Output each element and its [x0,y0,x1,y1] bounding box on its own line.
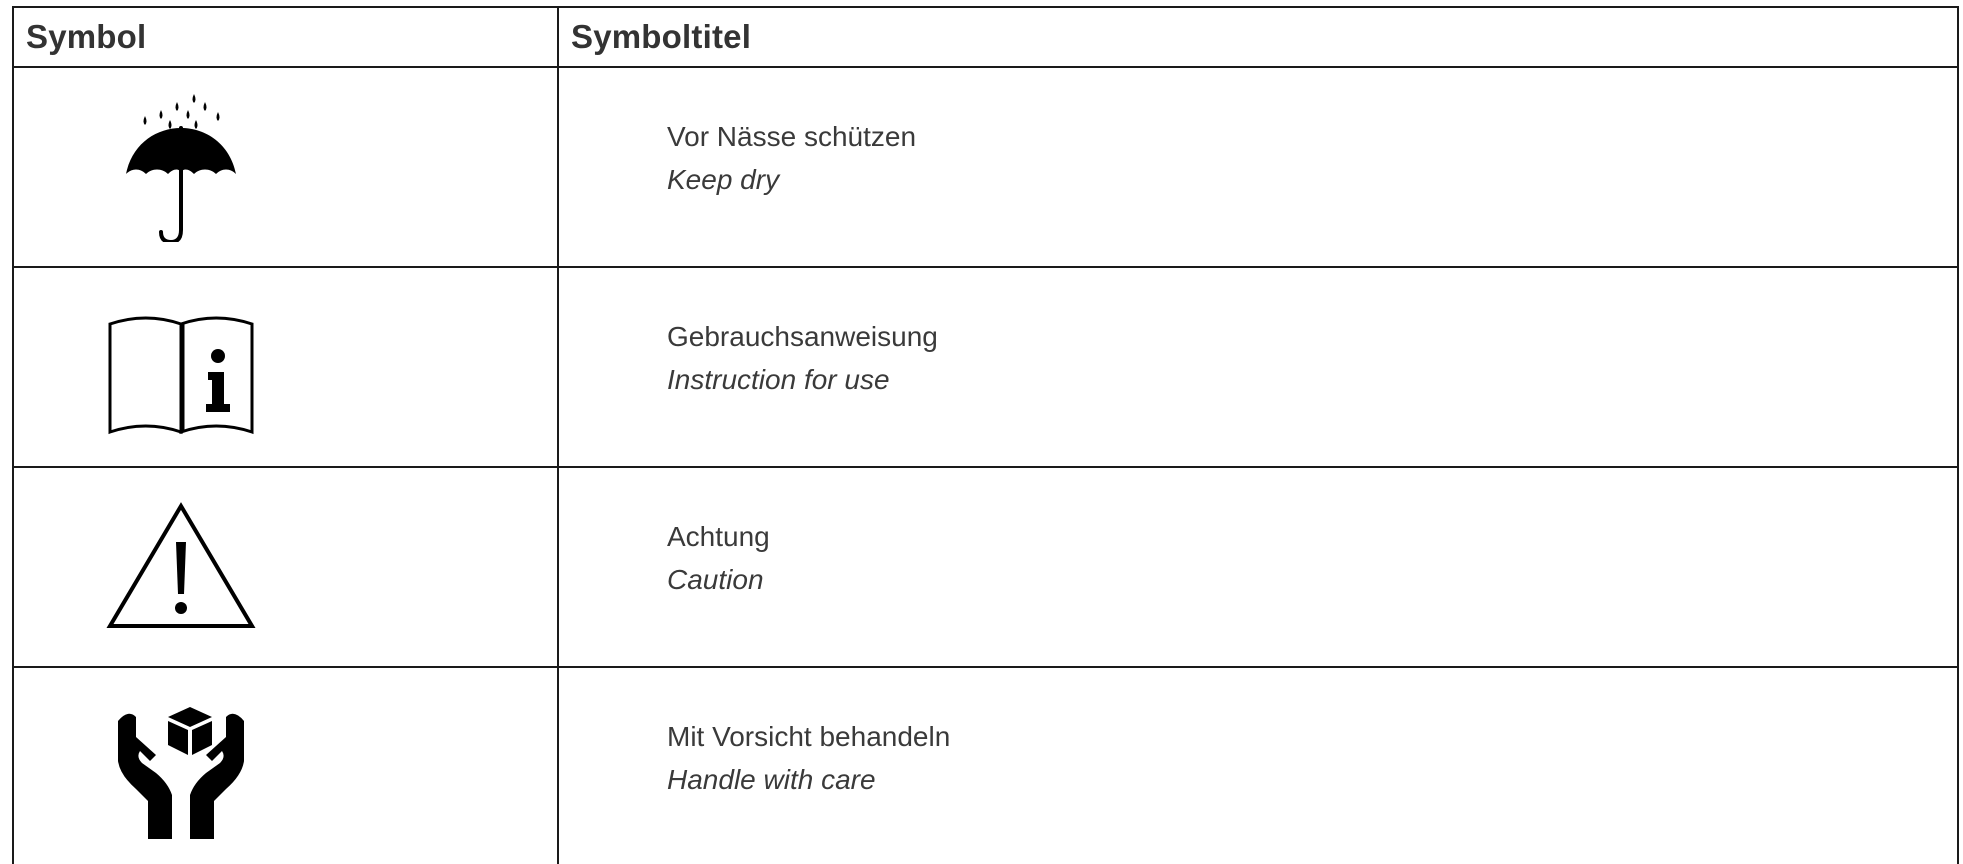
table-row [13,667,1958,864]
symbol-title-de: Mit Vorsicht behandeln [667,721,951,752]
symbol-title-cell [558,667,1958,864]
symbol-title-cell [558,267,1958,467]
symbol-title-en: Instruction for use [667,364,890,395]
handle-with-care-hands-icon [106,691,256,841]
symbol-title-en: Caution [667,564,764,595]
symbol-cell [13,467,558,667]
table-row [13,467,1958,667]
header-symbol-title: Symboltitel [558,7,1958,67]
symbol-cell [13,267,558,467]
symbol-title-de: Vor Nässe schützen [667,121,917,152]
table-row [13,267,1958,467]
table-header-row [13,7,1958,67]
symbol-cell [13,67,558,267]
header-symbol: Symbol [13,7,558,67]
symbol-title-cell [558,67,1958,267]
keep-dry-umbrella-icon [106,92,256,242]
symbol-title-en: Keep dry [667,164,780,195]
symbol-title-de: Gebrauchsanweisung [667,321,938,352]
symbol-cell [13,667,558,864]
symbol-table [12,6,1959,864]
instructions-for-use-book-icon [106,292,256,442]
symbol-title-en: Handle with care [667,764,876,795]
symbol-title-de: Achtung [667,521,770,552]
caution-warning-triangle-icon [106,492,256,642]
symbol-title-cell [558,467,1958,667]
table-row [13,67,1958,267]
